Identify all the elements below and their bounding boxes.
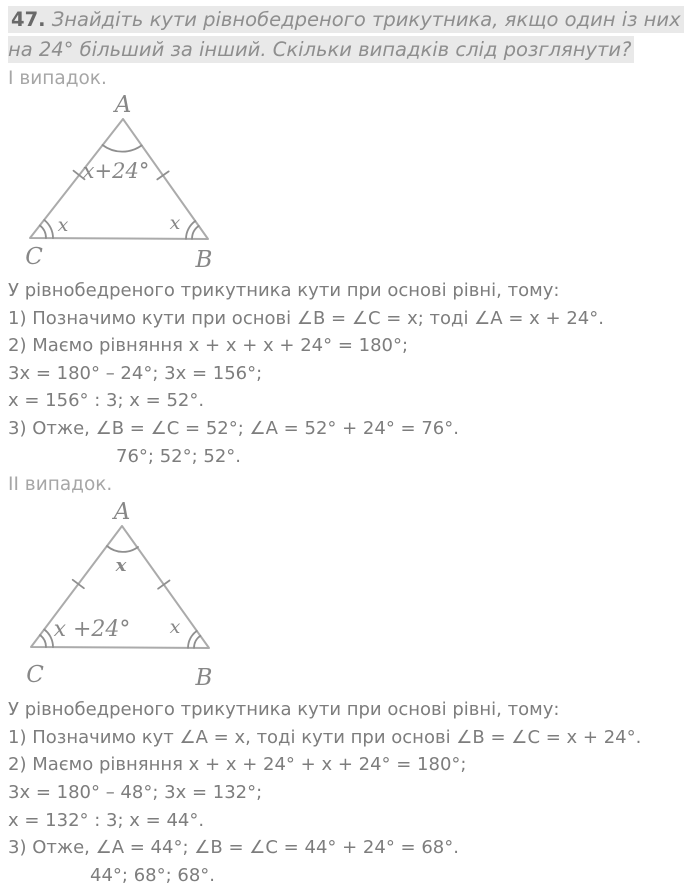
case1-label: І випадок. — [8, 68, 107, 89]
triangle2-right-angle-label: x — [169, 616, 181, 639]
case2-label: ІІ випадок. — [8, 474, 113, 496]
solution-line: У рівнобедреного трикутника кути при основі рівні, тому: — [8, 280, 560, 301]
triangle2-left-angle-label: x +24° — [53, 617, 131, 643]
solution-line: У рівнобедреного трикутника кути при основі рівні, тому: — [8, 699, 560, 721]
solution-line: 3) Отже, ∠B = ∠C = 52°; ∠A = 52° + 24° = 76°. — [8, 417, 459, 439]
highlight — [8, 6, 684, 63]
triangle2-left-tick — [73, 580, 84, 588]
triangle2-apex-arc — [107, 546, 138, 552]
solution-line: 1) Позначимо кути при основі ∠B = ∠C = x; тоді ∠A = x + 24°. — [8, 307, 604, 329]
solution-line: 3) Отже, ∠A = 44°; ∠B = ∠C = 44° + 24° = 68°. — [8, 837, 459, 859]
triangle1-left-angle-label: x — [57, 214, 69, 236]
solution-line: 3x = 180° – 48°; 3x = 132°; — [8, 781, 263, 803]
triangle2-apex-angle-label: x — [115, 555, 127, 577]
triangle1-vertex-a-label: A — [114, 92, 132, 118]
solution-line: x = 156° : 3; x = 52°. — [8, 390, 205, 412]
solution-line: 1) Позначимо кут ∠A = x, тоді кути при основі ∠B = ∠C = x + 24°. — [8, 726, 642, 748]
triangle1-apex-arc — [103, 145, 142, 152]
case1-solution — [8, 277, 687, 470]
solution-line: 2) Маємо рівняння x + x + 24° + x + 24° = 180°; — [8, 754, 467, 776]
triangle-case2 — [10, 497, 260, 689]
case2-answer: 44°; 68°; 68°. — [90, 864, 216, 886]
triangle2-vertex-c-label: C — [26, 662, 44, 689]
triangle1-vertex-c-label: C — [25, 244, 43, 270]
triangle2-vertex-b-label: B — [195, 665, 213, 690]
triangle1-apex-angle-label: x+24° — [82, 159, 150, 183]
case2-solution — [8, 696, 687, 889]
triangle2-right-tick — [158, 581, 169, 589]
triangle1-right-tick — [157, 171, 168, 179]
solution-line: 3x = 180° – 24°; 3x = 156°; — [8, 362, 263, 384]
solution-line: x = 132° : 3; x = 44°. — [8, 809, 205, 831]
triangle1-vertex-b-label: B — [195, 247, 213, 270]
solution-line: 2) Маємо рівняння x + x + x + 24° = 180°; — [8, 335, 409, 357]
case1-answer: 76°; 52°; 52°. — [116, 445, 242, 467]
triangle-case1 — [10, 91, 260, 270]
triangle1-right-angle-label: x — [169, 212, 181, 234]
problem-number: 47. — [11, 8, 46, 31]
triangle2-vertex-a-label: A — [113, 499, 131, 526]
problem-text: Знайдіть кути рівнобедреного трикутника, якщо один із них на 24° більший за інший. Скільки випадків слід розглянути? — [8, 8, 681, 61]
problem-statement-block — [8, 5, 684, 64]
